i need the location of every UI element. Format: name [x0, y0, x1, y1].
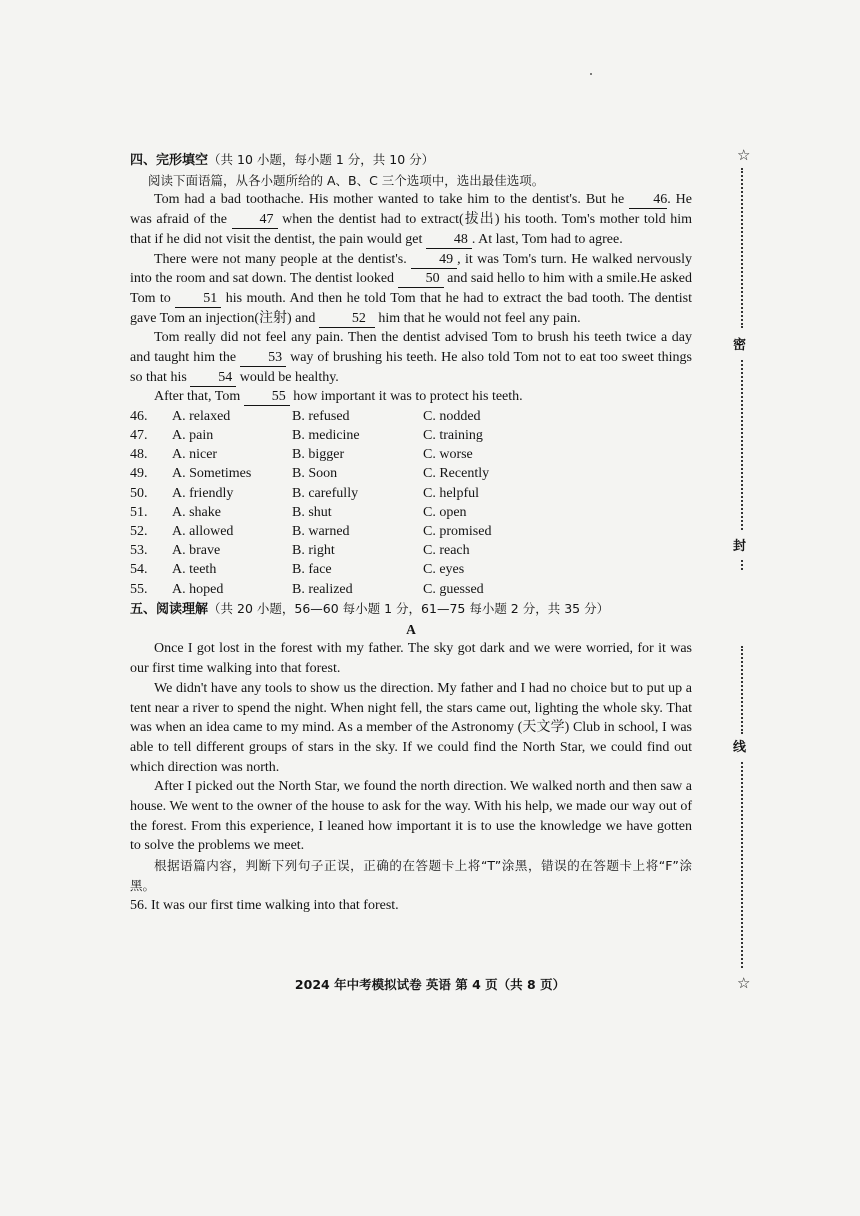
option-row: 51. A. shake B. shut C. open [130, 504, 467, 520]
reading-paragraph-1: Once I got lost in the forest with my father. The sky got dark and we were worried, for it was our first time walking into that forest. [130, 641, 692, 677]
page-footer: 2024 年中考模拟试卷 英语 第 4 页（共 8 页） [294, 977, 566, 992]
cloze-paragraph-3: Tom really did not feel any pain. Then the dentist advised Tom to brush his teeth twice a day and taught him the 53 way of brushing his teeth. He also told Tom not to eat too sweet things so that his 54 would be healthy. [130, 330, 692, 385]
reading-paragraph-2: We didn't have any tools to show us the direction. My father and I had no choice but to put up a tent near a river to spend the night. When night fell, the stars came out, lighting the whole sky. That was when an idea came to my mind. As a member of the Astronomy (天文学) Club in school, I was able to tell different groups of stars in the sky. If we could find the North Star, we could find out which direction was north. [130, 680, 692, 775]
blank-55: 55 [244, 389, 290, 406]
cloze-options [130, 407, 692, 599]
option-row: 50. A. friendly B. carefully C. helpful [130, 485, 479, 501]
question-56: 56. It was our first time walking into that forest. [130, 897, 399, 913]
cloze-paragraph-4: After that, Tom 55 how important it was to protect his teeth. [154, 389, 523, 405]
binding-char-xian: 线 [733, 740, 747, 755]
dotted-line [741, 360, 743, 530]
section5-heading [130, 599, 692, 620]
option-row: 49. A. Sometimes B. Soon C. Recently [130, 466, 490, 482]
cloze-paragraph-2: There were not many people at the dentist's. 49 , it was Tom's turn. He walked nervously into the room and sat down. The dentist looked 50 and said hello to him with a smile.He asked Tom to 51 his mouth. And then he told Tom that he had to extract the bad tooth. The dentist gave Tom an injection(注射) and 52 him that he would not feel any pain. [130, 251, 693, 326]
section5-note: （共 20 小题，56—60 每小题 1 分，61—75 每小题 2 分，共 35 分） [208, 601, 610, 617]
star-icon: ☆ [737, 974, 751, 992]
section5-title: 五、阅读理解 [130, 602, 209, 618]
binding-char-feng: 封 [733, 539, 747, 554]
passage-label: A [406, 621, 416, 637]
blank-49: 49 [411, 252, 457, 269]
section4-note: （共 10 小题，每小题 1 分，共 10 分） [208, 152, 435, 167]
section4-instruction: 阅读下面语篇，从各小题所给的 A、B、C 三个选项中，选出最佳选项。 [148, 172, 545, 188]
blank-46: 46 [629, 192, 667, 209]
dotted-line [741, 646, 743, 734]
blank-54: 54 [190, 370, 236, 387]
scan-speck [590, 73, 592, 75]
option-row: 52. A. allowed B. warned C. promised [130, 524, 492, 540]
blank-48: 48 [426, 232, 472, 249]
option-row: 54. A. teeth B. face C. eyes [130, 562, 465, 578]
blank-47: 47 [232, 212, 278, 229]
blank-52: 52 [319, 311, 375, 328]
section4-heading [130, 150, 692, 171]
option-row: 55. A. hoped B. realized C. guessed [130, 581, 484, 597]
binding-line [728, 146, 758, 996]
option-row: 46. A. relaxed B. refused C. nodded [130, 408, 481, 424]
blank-50: 50 [398, 271, 444, 288]
dotted-line [741, 168, 743, 328]
star-icon: ☆ [737, 146, 751, 164]
blank-53: 53 [240, 350, 286, 367]
option-row: 47. A. pain B. medicine C. training [130, 428, 483, 444]
section5-instruction: 根据语篇内容，判断下列句子正误，正确的在答题卡上将“T”涂黑，错误的在答题卡上将“F”涂黑。 [130, 858, 692, 893]
section4-title: 四、完形填空 [130, 153, 209, 168]
dotted-line [741, 762, 743, 968]
page-content [130, 150, 692, 915]
cloze-paragraph-1: Tom had a bad toothache. His mother wanted to take him to the dentist's. But he 46. He was afraid of the 47 when the dentist had to extract(拔出) his tooth. Tom's mother told him that if he did not visit the dentist, the pain would get 48 . At last, Tom had to agree. [130, 192, 693, 247]
option-row: 53. A. brave B. right C. reach [130, 543, 470, 559]
dotted-line [741, 560, 743, 570]
binding-char-mi: 密 [733, 338, 747, 353]
option-row: 48. A. nicer B. bigger C. worse [130, 447, 473, 463]
blank-51: 51 [175, 291, 221, 308]
reading-paragraph-3: After I picked out the North Star, we found the north direction. We walked north and then saw a house. We went to the owner of the house to ask for the way. With his help, we made our way out of the forest. From this experience, I leaned how important it is to use the knowledge we have gotten to solve the problems we meet. [130, 779, 692, 854]
